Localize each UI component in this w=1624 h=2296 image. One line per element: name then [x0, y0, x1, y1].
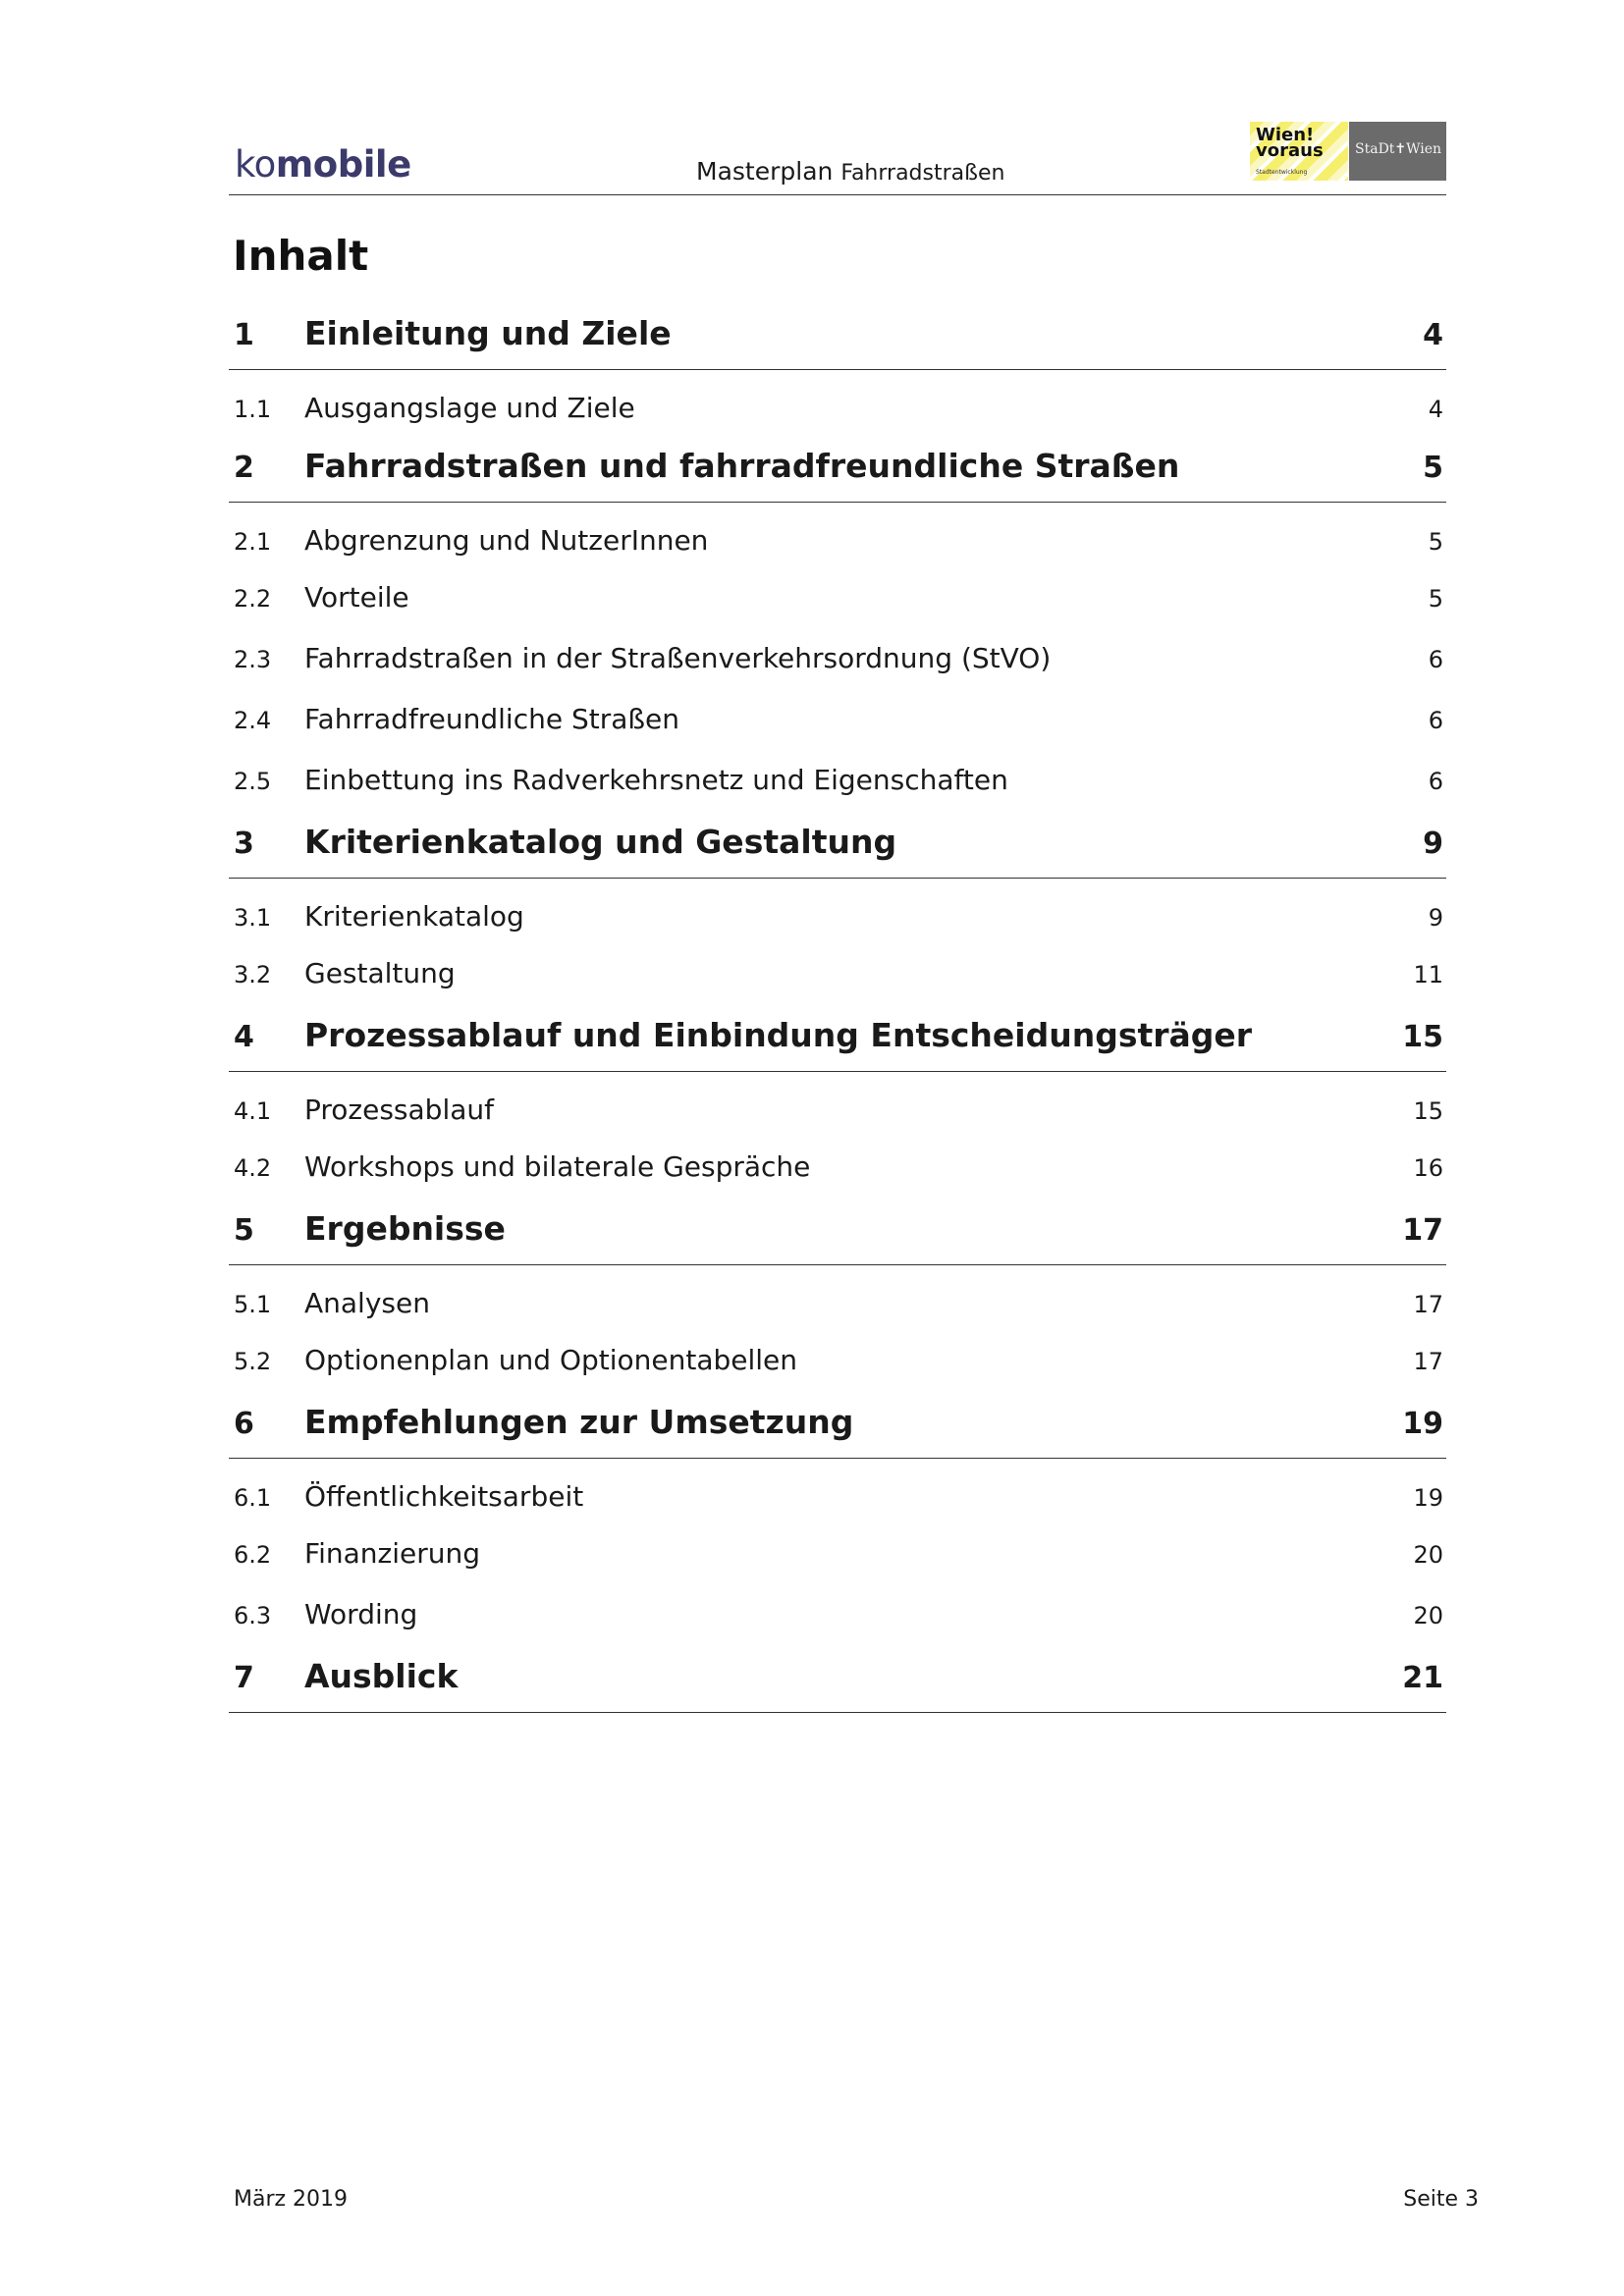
toc-section-row[interactable]: [229, 685, 1446, 746]
toc-section-row[interactable]: [229, 1072, 1446, 1133]
toc-chapter-title: Fahrradstraßen und fahrradfreundliche Straßen: [304, 447, 1180, 485]
document-title-main: Masterplan: [696, 157, 834, 186]
toc-chapter-page: 9: [1423, 827, 1443, 861]
toc-chapter-row[interactable]: [229, 803, 1446, 879]
toc-section-number: 5.1: [234, 1291, 272, 1318]
toc-section-title: Kriterienkatalog: [304, 900, 524, 933]
toc-section-number: 6.2: [234, 1541, 272, 1569]
toc-section-title: Abgrenzung und NutzerInnen: [304, 524, 709, 557]
toc-section-number: 2.1: [234, 528, 272, 556]
toc-section-row[interactable]: [229, 1459, 1446, 1520]
toc-chapter-title: Kriterienkatalog und Gestaltung: [304, 823, 897, 861]
toc-chapter-number: 7: [234, 1661, 254, 1695]
toc-chapter-title: Ausblick: [304, 1657, 459, 1695]
toc-chapter-title: Ergebnisse: [304, 1209, 506, 1248]
toc-section-page: 9: [1428, 904, 1443, 932]
toc-chapter-page: 21: [1402, 1661, 1443, 1695]
toc-section-number: 1.1: [234, 396, 272, 423]
toc-heading: Inhalt: [233, 232, 369, 280]
toc-section-title: Optionenplan und Optionentabellen: [304, 1344, 798, 1376]
toc-section-title: Ausgangslage und Ziele: [304, 392, 635, 424]
toc-section-number: 2.5: [234, 768, 272, 795]
toc-section-number: 2.4: [234, 707, 272, 734]
toc-section-row[interactable]: [229, 563, 1446, 624]
stadt-wien-logo-text: StaDt✝Wien: [1355, 141, 1442, 157]
toc-section-row[interactable]: [229, 1326, 1446, 1383]
toc-chapter-row[interactable]: [229, 996, 1446, 1072]
toc-section-page: 17: [1413, 1291, 1443, 1318]
toc-chapter-row[interactable]: [229, 1637, 1446, 1713]
toc-section-page: 20: [1413, 1602, 1443, 1629]
toc-section-page: 20: [1413, 1541, 1443, 1569]
toc-section-number: 6.3: [234, 1602, 272, 1629]
wien-voraus-logo: [1250, 122, 1348, 181]
toc-chapter-page: 5: [1423, 451, 1443, 485]
toc-section-page: 6: [1428, 768, 1443, 795]
toc-section-title: Prozessablauf: [304, 1094, 494, 1126]
toc-chapter-number: 3: [234, 827, 254, 861]
document-title: [696, 157, 1004, 186]
toc-chapter-row[interactable]: [229, 1383, 1446, 1459]
toc-section-title: Fahrradstraßen in der Straßenverkehrsordnung (StVO): [304, 642, 1052, 674]
toc-section-number: 2.3: [234, 646, 272, 673]
toc-section-number: 4.1: [234, 1097, 272, 1125]
toc-section-row[interactable]: [229, 370, 1446, 427]
page-header: [229, 118, 1446, 195]
toc-section-page: 6: [1428, 707, 1443, 734]
toc-section-title: Workshops und bilaterale Gespräche: [304, 1150, 811, 1183]
toc-section-page: 11: [1413, 961, 1443, 988]
toc-section-row[interactable]: [229, 879, 1446, 939]
toc-chapter-row[interactable]: [229, 1190, 1446, 1265]
toc-section-page: 19: [1413, 1484, 1443, 1512]
toc-chapter-title: Empfehlungen zur Umsetzung: [304, 1403, 854, 1441]
toc-section-number: 4.2: [234, 1154, 272, 1182]
toc-section-page: 4: [1428, 396, 1443, 423]
toc-section-row[interactable]: [229, 1520, 1446, 1580]
toc-section-number: 5.2: [234, 1348, 272, 1375]
wien-logo-line3: Stadtentwicklung: [1256, 169, 1308, 176]
toc-section-row[interactable]: [229, 1265, 1446, 1326]
toc-chapter-number: 2: [234, 451, 254, 485]
toc-chapter-number: 6: [234, 1407, 254, 1441]
toc-chapter-number: 5: [234, 1213, 254, 1248]
toc-section-row[interactable]: [229, 1580, 1446, 1637]
toc-section-title: Analysen: [304, 1287, 430, 1319]
toc-section-row[interactable]: [229, 503, 1446, 563]
toc-section-page: 15: [1413, 1097, 1443, 1125]
toc-section-number: 6.1: [234, 1484, 272, 1512]
toc-chapter-number: 4: [234, 1020, 254, 1054]
toc-section-number: 3.1: [234, 904, 272, 932]
toc-section-number: 3.2: [234, 961, 272, 988]
toc-chapter-row[interactable]: [229, 294, 1446, 370]
toc-section-page: 5: [1428, 585, 1443, 613]
toc-section-page: 17: [1413, 1348, 1443, 1375]
toc-chapter-page: 19: [1402, 1407, 1443, 1441]
toc-section-number: 2.2: [234, 585, 272, 613]
toc-chapter-row[interactable]: [229, 427, 1446, 503]
toc-chapter-page: 15: [1402, 1020, 1443, 1054]
toc-section-title: Finanzierung: [304, 1537, 480, 1570]
toc-section-page: 5: [1428, 528, 1443, 556]
toc-section-title: Öffentlichkeitsarbeit: [304, 1480, 584, 1513]
toc-section-title: Wording: [304, 1598, 418, 1630]
toc-section-row[interactable]: [229, 746, 1446, 803]
toc-chapter-page: 4: [1423, 318, 1443, 352]
footer-page-number: Seite 3: [1403, 2187, 1479, 2212]
toc-section-title: Vorteile: [304, 581, 409, 614]
toc-section-page: 6: [1428, 646, 1443, 673]
toc-section-title: Fahrradfreundliche Straßen: [304, 703, 680, 735]
footer-date: März 2019: [234, 2187, 349, 2212]
toc-section-title: Einbettung ins Radverkehrsnetz und Eigenschaften: [304, 764, 1008, 796]
wien-logo-line2: voraus: [1256, 140, 1324, 161]
toc-section-row[interactable]: [229, 1133, 1446, 1190]
table-of-contents: [229, 294, 1446, 1713]
logo-mobile-text: mobile: [275, 143, 411, 186]
toc-section-title: Gestaltung: [304, 957, 456, 989]
toc-chapter-page: 17: [1402, 1213, 1443, 1248]
toc-section-row[interactable]: [229, 939, 1446, 996]
logo-ko-text: ko: [235, 143, 276, 186]
stadt-wien-logo: [1349, 122, 1446, 181]
toc-section-page: 16: [1413, 1154, 1443, 1182]
toc-chapter-title: Einleitung und Ziele: [304, 314, 672, 352]
wien-logo-line1: Wien!: [1256, 125, 1315, 145]
toc-chapter-title: Prozessablauf und Einbindung Entscheidungsträger: [304, 1016, 1253, 1054]
komobile-logo: [235, 143, 411, 186]
toc-section-row[interactable]: [229, 624, 1446, 685]
toc-chapter-number: 1: [234, 318, 254, 352]
document-title-sub: Fahrradstraßen: [840, 161, 1005, 186]
